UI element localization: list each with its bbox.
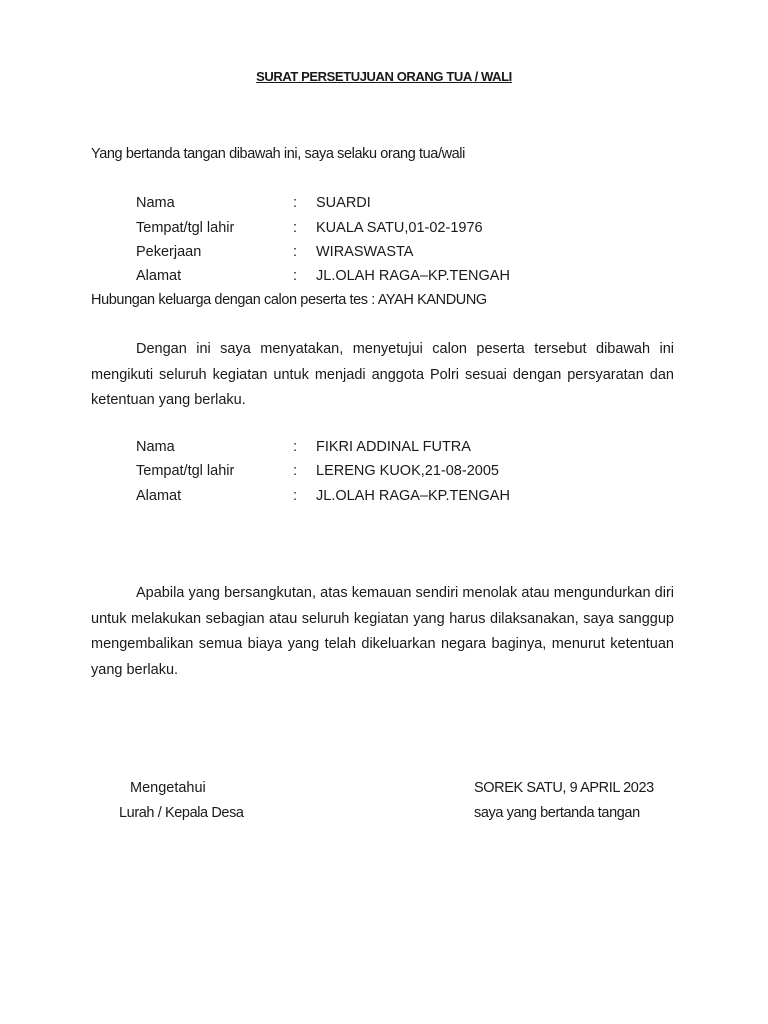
field-label: Alamat <box>136 268 182 284</box>
field-label: Tempat/tgl lahir <box>136 220 235 236</box>
field-separator: : <box>293 195 298 211</box>
field-separator: : <box>293 220 298 236</box>
field-value: FIKRI ADDINAL FUTRA <box>316 439 471 455</box>
field-separator: : <box>293 439 298 455</box>
document-title: SURAT PERSETUJUAN ORANG TUA / WALI <box>256 69 512 84</box>
signature-right-caption: saya yang bertanda tangan <box>474 805 640 821</box>
statement-paragraph: Dengan ini saya menyatakan, menyetujui calon peserta tersebut dibawah ini mengikuti seluruh kegiatan untuk menjadi anggota Polri sesuai dengan persyaratan dan ketentuan yang berlaku. <box>91 341 674 408</box>
field-label: Tempat/tgl lahir <box>136 463 235 479</box>
field-label: Pekerjaan <box>136 244 202 260</box>
field-value: LERENG KUOK,21-08-2005 <box>316 463 499 479</box>
field-label: Nama <box>136 439 175 455</box>
field-value: SUARDI <box>316 195 371 211</box>
field-separator: : <box>293 488 298 504</box>
field-label: Nama <box>136 195 175 211</box>
signature-place-date: SOREK SATU, 9 APRIL 2023 <box>474 780 654 796</box>
commitment-paragraph: Apabila yang bersangkutan, atas kemauan sendiri menolak atau mengundurkan diri untuk melakukan sebagian atau seluruh kegiatan yang harus dilaksanakan, saya sanggup mengembalikan semua biaya yang telah dikeluarkan negara baginya, menurut ketentuan yang berlaku. <box>91 585 674 678</box>
field-value: JL.OLAH RAGA–KP.TENGAH <box>316 488 510 504</box>
field-separator: : <box>293 463 298 479</box>
field-separator: : <box>293 268 298 284</box>
field-value: KUALA SATU,01-02-1976 <box>316 220 483 236</box>
field-value: JL.OLAH RAGA–KP.TENGAH <box>316 268 510 284</box>
intro-text: Yang bertanda tangan dibawah ini, saya selaku orang tua/wali <box>91 146 465 162</box>
field-value: WIRASWASTA <box>316 244 414 260</box>
field-separator: : <box>293 244 298 260</box>
signature-left-title: Lurah / Kepala Desa <box>119 805 244 821</box>
signature-left-acknowledge: Mengetahui <box>130 780 206 796</box>
field-label: Alamat <box>136 488 182 504</box>
relation-text: Hubungan keluarga dengan calon peserta tes : AYAH KANDUNG <box>91 292 487 308</box>
